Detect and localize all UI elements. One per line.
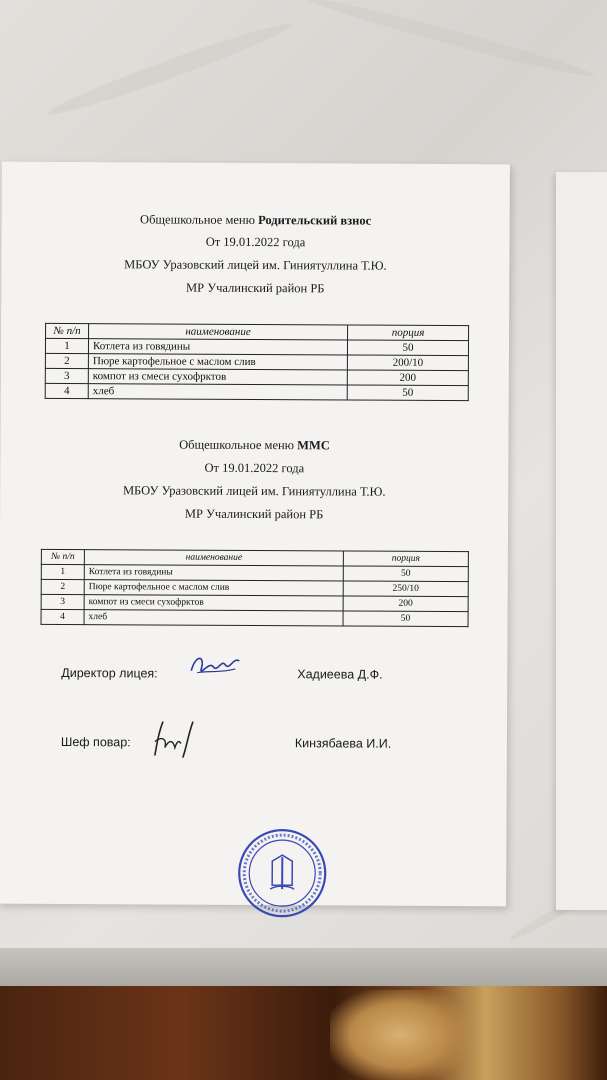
official-stamp-icon [236,827,328,919]
menu2-title: Общешкольное меню ММС [179,437,330,453]
menu1-title: Общешкольное меню Родительский взнос [140,212,372,228]
chef-signature-icon [149,717,199,759]
col-portion: порция [348,325,469,341]
director-name: Хадиеева Д.Ф. [297,667,383,682]
col-name: наименование [89,324,348,340]
col-number: № п/п [41,549,84,564]
menu1-school: МБОУ Уразовский лицей им. Гиниятуллина Т.Ю. [124,257,387,273]
table-edge [0,948,607,990]
menu2-table [41,549,469,627]
menu2-date: От 19.01.2022 года [204,460,305,476]
menu1-table [45,323,469,401]
table-row: 3 компот из смеси сухофрктов 200 [45,368,468,385]
menu1-district: МР Учалинский район РБ [186,280,325,296]
col-number: № п/п [46,323,89,338]
table-row: 1 Котлета из говядины 50 [41,564,468,581]
director-signature-icon [187,651,243,681]
table-row: 4 хлеб 50 [41,609,468,626]
cat-fur [330,990,470,1080]
table-row: 4 хлеб 50 [45,383,468,400]
col-portion: порция [343,551,468,567]
second-sheet [556,172,607,910]
table-row: 1 Котлета из говядины 50 [45,338,468,355]
menu-sheet [0,162,510,907]
col-name: наименование [84,550,343,566]
menu2-school: МБОУ Уразовский лицей им. Гиниятуллина Т.Ю. [122,483,386,499]
table-row: 2 Пюре картофельное с маслом слив 250/10 [41,579,468,596]
menu1-date: От 19.01.2022 года [205,234,306,250]
table-row: 2 Пюре картофельное с маслом слив 200/10 [45,353,468,370]
table-row: 3 компот из смеси сухофрктов 200 [41,594,468,611]
wooden-surface [0,986,607,1080]
chef-name: Кинзябаева И.И. [294,736,392,751]
chef-label: Шеф повар: [60,734,131,750]
menu2-district: МР Учалинский район РБ [184,506,324,522]
director-label: Директор лицея: [61,665,158,681]
